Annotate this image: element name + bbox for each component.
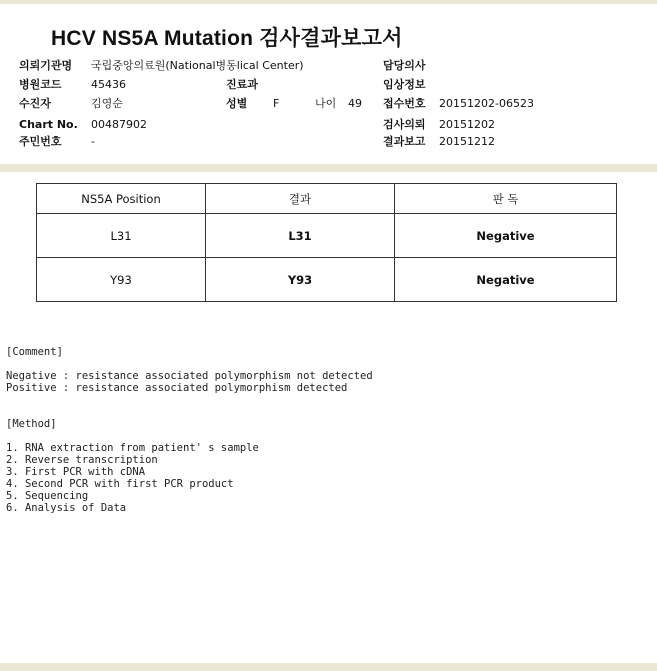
institution-value: 국립중앙의료원(National병동lical Center) [91,59,304,72]
cell-result: L31 [206,214,395,258]
col-header-result: 결과 [206,184,395,214]
resident-no-label-text: 주민번호 [19,135,62,148]
method-line: 5. Sequencing [6,490,89,502]
results-table [36,183,617,302]
cell-interpretation: Negative [395,258,617,302]
clinical-info-label [383,78,426,92]
table-header-row [37,184,617,214]
cell-position: L31 [37,214,206,258]
clinical-info-label-text: 임상정보 [383,78,426,91]
cell-interpretation: Negative [395,214,617,258]
method-line: 4. Second PCR with first PCR product [6,478,234,490]
sex-label [226,97,247,111]
comment-line: Negative : resistance associated polymorphism not detected [6,370,373,382]
resident-no-value: - [91,135,95,148]
patient-label [19,97,51,111]
hospital-code-label-text: 병원코드 [19,78,62,91]
test-request-value: 20151202 [439,118,495,131]
method-line: 2. Reverse transcription [6,454,158,466]
sex-value: F [273,97,280,110]
receipt-no-label-text: 접수번호 [383,97,426,110]
table-row [37,258,617,302]
age-label: 나이 [315,97,337,110]
institution-row [19,59,72,73]
resident-no-label [19,135,62,149]
chart-no-label-text: Chart No. [19,118,78,131]
doctor-label [383,59,426,73]
sex-label-text: 성별 [226,97,248,110]
hospital-code-label [19,78,62,92]
receipt-no-label [383,97,426,111]
doctor-label-text: 담당의사 [383,59,426,72]
hospital-code-value: 45436 [91,78,126,91]
result-report-label [383,135,426,149]
institution-label: 의뢰기관명 [19,59,73,72]
table-row [37,214,617,258]
method-line: 1. RNA extraction from patient' s sample [6,442,259,454]
result-report-label-text: 결과보고 [383,135,426,148]
chart-no-value: 00487902 [91,118,147,131]
patient-value: 김영순 [91,97,123,110]
report-title: HCV NS5A Mutation 검사결과보고서 [51,27,403,50]
age-value: 49 [348,97,362,110]
department-label [226,78,258,92]
method-line: 3. First PCR with cDNA [6,466,146,478]
method-line: 6. Analysis of Data [6,502,127,514]
col-header-position: NS5A Position [37,184,206,214]
comment-line: Positive : resistance associated polymorphism detected [6,382,348,394]
col-header-interpretation: 판 독 [395,184,617,214]
receipt-no-value: 20151202-06523 [439,97,534,110]
test-request-label [383,118,426,132]
result-report-value: 20151212 [439,135,495,148]
bottom-border [0,663,657,671]
cell-position: Y93 [37,258,206,302]
test-request-label-text: 검사의뢰 [383,118,426,131]
patient-label-text: 수진자 [19,97,51,110]
method-heading: [Method] [6,418,57,430]
comment-heading: [Comment] [6,346,63,358]
chart-no-label [19,118,78,132]
cell-result: Y93 [206,258,395,302]
department-label-text: 진료과 [226,78,258,91]
header-divider [0,164,657,172]
